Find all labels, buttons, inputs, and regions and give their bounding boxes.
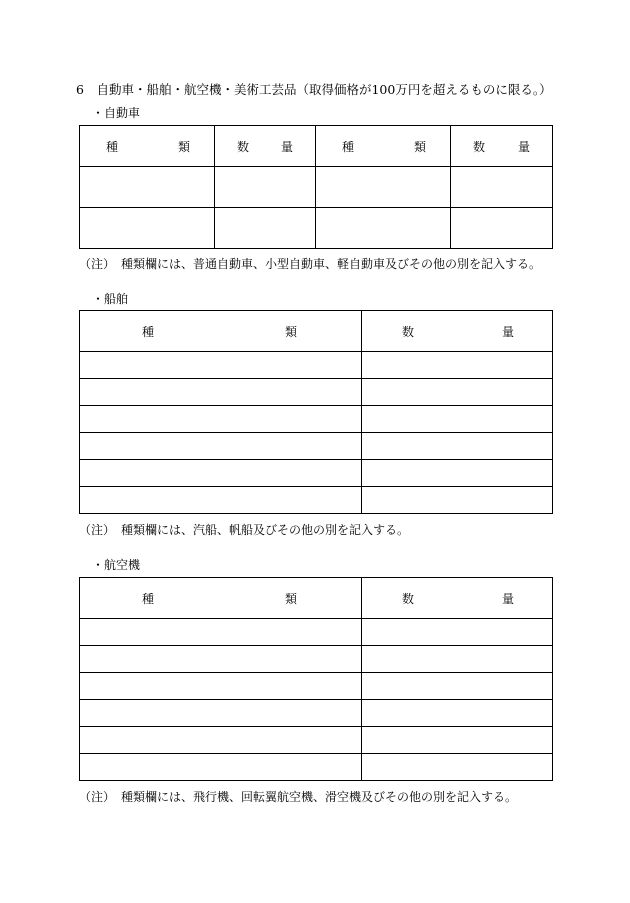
aircraft-type-cell[interactable]: [80, 673, 362, 700]
ship-quantity-cell[interactable]: [362, 460, 553, 487]
table-row: [80, 487, 553, 514]
car-quantity-cell[interactable]: [215, 167, 316, 208]
table-row: [80, 352, 553, 379]
table-row: [80, 208, 553, 249]
aircraft-header-quantity: 数 量: [362, 578, 553, 619]
ship-type-cell[interactable]: [80, 433, 362, 460]
aircraft-quantity-cell[interactable]: [362, 700, 553, 727]
car-header-type-2: 種 類: [316, 126, 451, 167]
aircraft-type-cell[interactable]: [80, 646, 362, 673]
aircraft-header-row: [80, 578, 553, 619]
car-subtitle: ・自動車: [92, 106, 141, 120]
car-quantity-cell[interactable]: [451, 167, 553, 208]
table-row: [80, 727, 553, 754]
car-quantity-cell[interactable]: [451, 208, 553, 249]
table-row: [80, 673, 553, 700]
aircraft-quantity-cell[interactable]: [362, 619, 553, 646]
aircraft-type-cell[interactable]: [80, 754, 362, 781]
ship-header-quantity: 数 量: [362, 311, 553, 352]
ship-type-cell[interactable]: [80, 352, 362, 379]
aircraft-header-type: 種 類: [80, 578, 362, 619]
car-type-cell[interactable]: [316, 208, 451, 249]
aircraft-quantity-cell[interactable]: [362, 673, 553, 700]
table-row: [80, 460, 553, 487]
ship-type-cell[interactable]: [80, 406, 362, 433]
car-header-row: [80, 126, 553, 167]
table-row: [80, 167, 553, 208]
aircraft-quantity-cell[interactable]: [362, 727, 553, 754]
ship-header-type: 種 類: [80, 311, 362, 352]
ship-type-cell[interactable]: [80, 379, 362, 406]
aircraft-subtitle: ・航空機: [92, 558, 141, 572]
car-header-quantity-2: 数 量: [451, 126, 553, 167]
aircraft-note: （注） 種類欄には、飛行機、回転翼航空機、滑空機及びその他の別を記入する。: [79, 790, 518, 804]
ship-quantity-cell[interactable]: [362, 379, 553, 406]
table-row: [80, 700, 553, 727]
car-type-cell[interactable]: [80, 208, 215, 249]
ship-quantity-cell[interactable]: [362, 352, 553, 379]
table-row: [80, 619, 553, 646]
ship-type-cell[interactable]: [80, 487, 362, 514]
table-row: [80, 406, 553, 433]
aircraft-type-cell[interactable]: [80, 700, 362, 727]
ship-subtitle: ・船舶: [92, 292, 129, 306]
ship-table: [79, 310, 553, 514]
aircraft-type-cell[interactable]: [80, 619, 362, 646]
table-row: [80, 379, 553, 406]
ship-type-cell[interactable]: [80, 460, 362, 487]
car-type-cell[interactable]: [80, 167, 215, 208]
car-header-quantity: 数 量: [215, 126, 316, 167]
table-row: [80, 433, 553, 460]
car-quantity-cell[interactable]: [215, 208, 316, 249]
table-row: [80, 646, 553, 673]
section-title: 6 自動車・船舶・航空機・美術工芸品（取得価格が100万円を超えるものに限る。）: [76, 82, 552, 97]
ship-header-row: [80, 311, 553, 352]
aircraft-quantity-cell[interactable]: [362, 646, 553, 673]
aircraft-table: [79, 577, 553, 781]
car-note: （注） 種類欄には、普通自動車、小型自動車、軽自動車及びその他の別を記入する。: [79, 257, 542, 271]
ship-quantity-cell[interactable]: [362, 433, 553, 460]
car-type-cell[interactable]: [316, 167, 451, 208]
ship-note: （注） 種類欄には、汽船、帆船及びその他の別を記入する。: [79, 523, 410, 537]
table-row: [80, 754, 553, 781]
aircraft-type-cell[interactable]: [80, 727, 362, 754]
car-header-type: 種 類: [80, 126, 215, 167]
aircraft-quantity-cell[interactable]: [362, 754, 553, 781]
ship-quantity-cell[interactable]: [362, 406, 553, 433]
car-table: [79, 125, 553, 249]
ship-quantity-cell[interactable]: [362, 487, 553, 514]
